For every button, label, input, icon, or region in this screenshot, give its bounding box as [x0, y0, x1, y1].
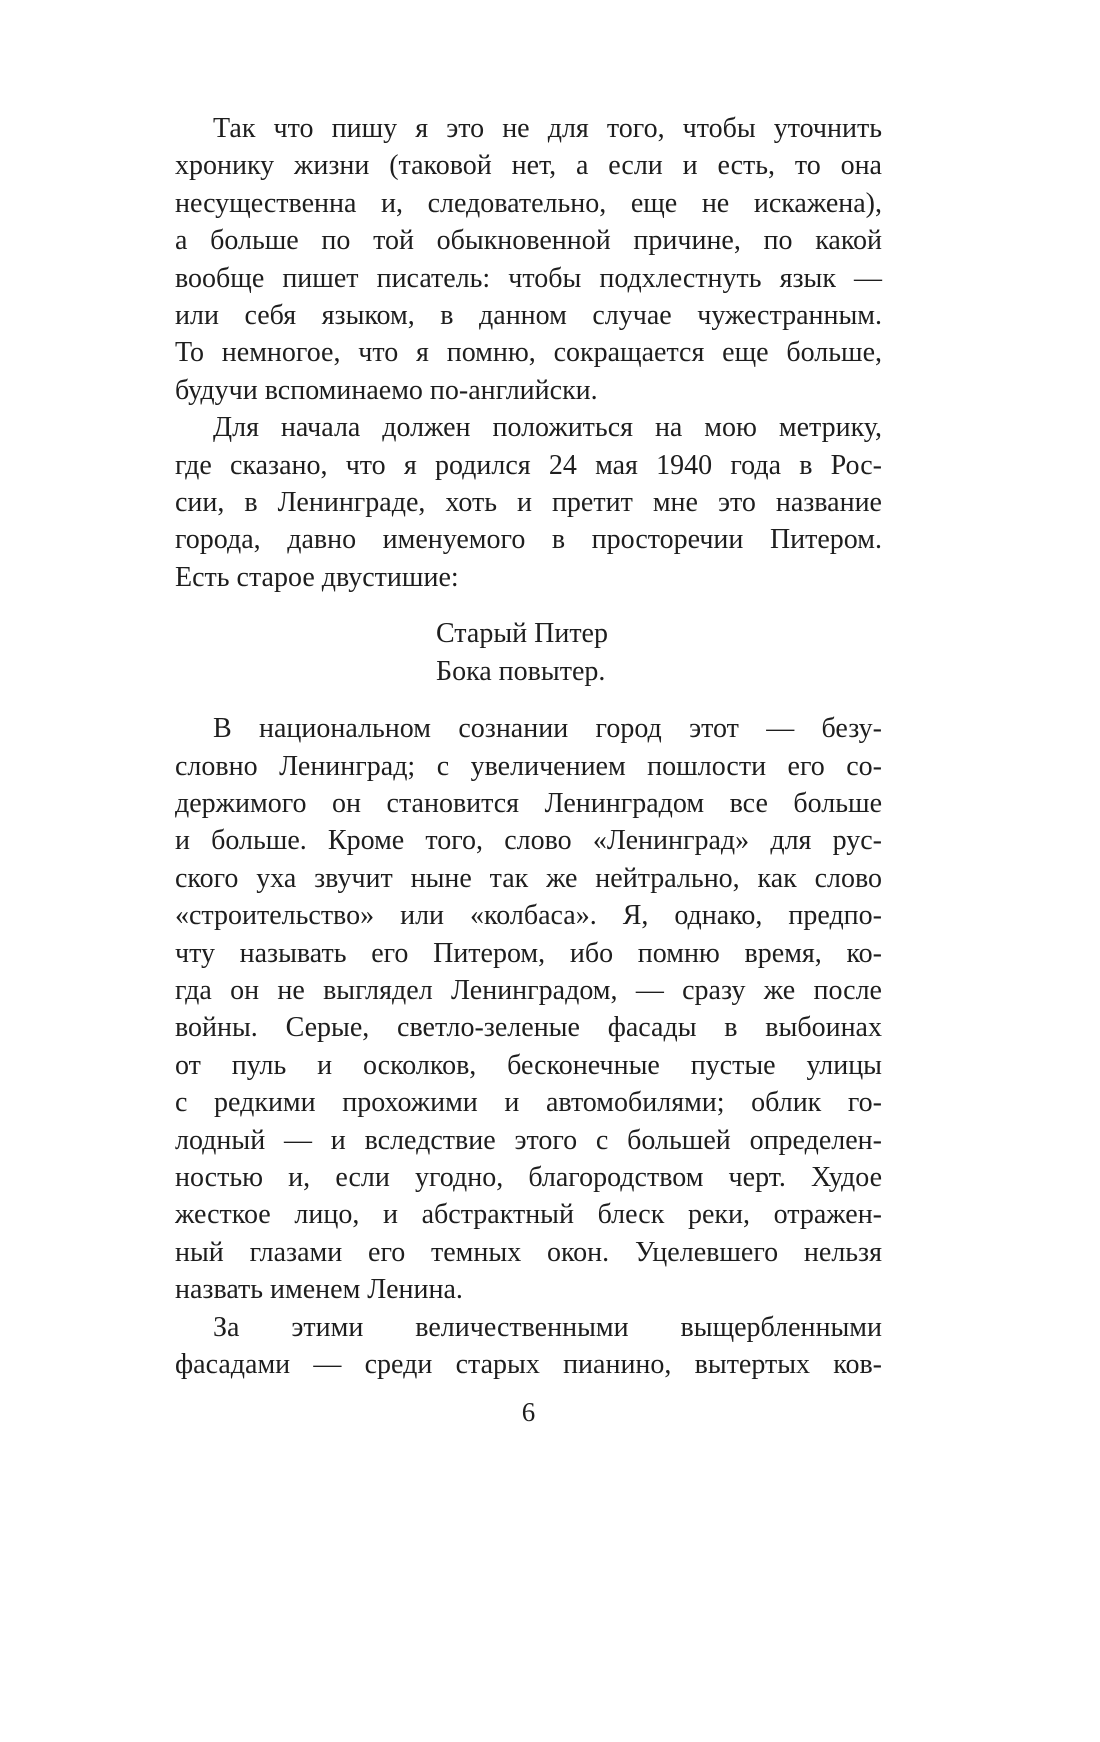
verse-line: Бока повытер. [436, 655, 606, 687]
verse-block [436, 615, 882, 690]
text-line: или себя языком, в данном случае чужестранным. [175, 300, 882, 332]
text-line: Так что пишу я это не для того, чтобы уточнить [213, 113, 882, 144]
text-line: а больше по той обыкновенной причине, по какой [175, 225, 882, 257]
text-line: То немногое, что я помню, сокращается еще больше, [175, 337, 882, 369]
text-line: «строительство» или «колбаса». Я, однако, предпо- [175, 900, 882, 932]
text-line: фасадами — среди старых пианино, вытертых ков- [175, 1349, 882, 1380]
paragraph [175, 110, 882, 409]
text-line: ского уха звучит ныне так же нейтрально, как слово [175, 862, 882, 894]
text-line: и больше. Кроме того, слово «Ленинград» для рус- [175, 825, 882, 857]
text-line: чту называть его Питером, ибо помню время, ко- [175, 937, 882, 969]
text-line: За этими величественными выщербленными [213, 1311, 882, 1343]
text-column [175, 110, 882, 1383]
page-number: 6 [521, 1397, 536, 1427]
text-line: словно Ленинград; с увеличением пошлости его со- [175, 750, 882, 782]
text-line: ностью и, если угодно, благородством черт. Худое [175, 1161, 882, 1193]
text-line: держимого он становится Ленинградом все больше [175, 787, 882, 819]
text-line: сии, в Ленинграде, хоть и претит мне это название [175, 487, 882, 519]
text-line: несущественна и, следовательно, еще не искажена), [175, 187, 882, 219]
paragraph [175, 1309, 882, 1384]
text-line: хронику жизни (таковой нет, а если и есть, то она [175, 150, 882, 182]
text-line: гда он не выглядел Ленинградом, — сразу же после [175, 974, 882, 1006]
text-line: назвать именем Ленина. [175, 1274, 463, 1306]
text-line: ный глазами его темных окон. Уцелевшего нельзя [175, 1236, 882, 1268]
text-line: лодный — и вследствие этого с большей определен- [175, 1124, 882, 1156]
text-line: Есть старое двустишие: [175, 561, 459, 593]
text-line: войны. Серые, светло-зеленые фасады в выбоинах [175, 1012, 882, 1044]
paragraph [175, 710, 882, 1309]
text-line: вообще пишет писатель: чтобы подхлестнуть язык — [175, 262, 882, 294]
text-line: жесткое лицо, и абстрактный блеск реки, отражен- [175, 1199, 882, 1231]
text-line: с редкими прохожими и автомобилями; облик го- [175, 1087, 882, 1119]
text-line: где сказано, что я родился 24 мая 1940 года в Рос- [175, 449, 882, 481]
text-line: будучи вспоминаемо по-английски. [175, 374, 598, 406]
verse-line: Старый Питер [436, 618, 608, 650]
text-line: В национальном сознании город этот — безу- [213, 713, 882, 745]
paragraph [175, 409, 882, 596]
text-line: Для начала должен положиться на мою метрику, [213, 412, 882, 444]
text-line: от пуль и осколков, бесконечные пустые улицы [175, 1049, 882, 1081]
text-line: города, давно именуемого в просторечии Питером. [175, 524, 882, 556]
